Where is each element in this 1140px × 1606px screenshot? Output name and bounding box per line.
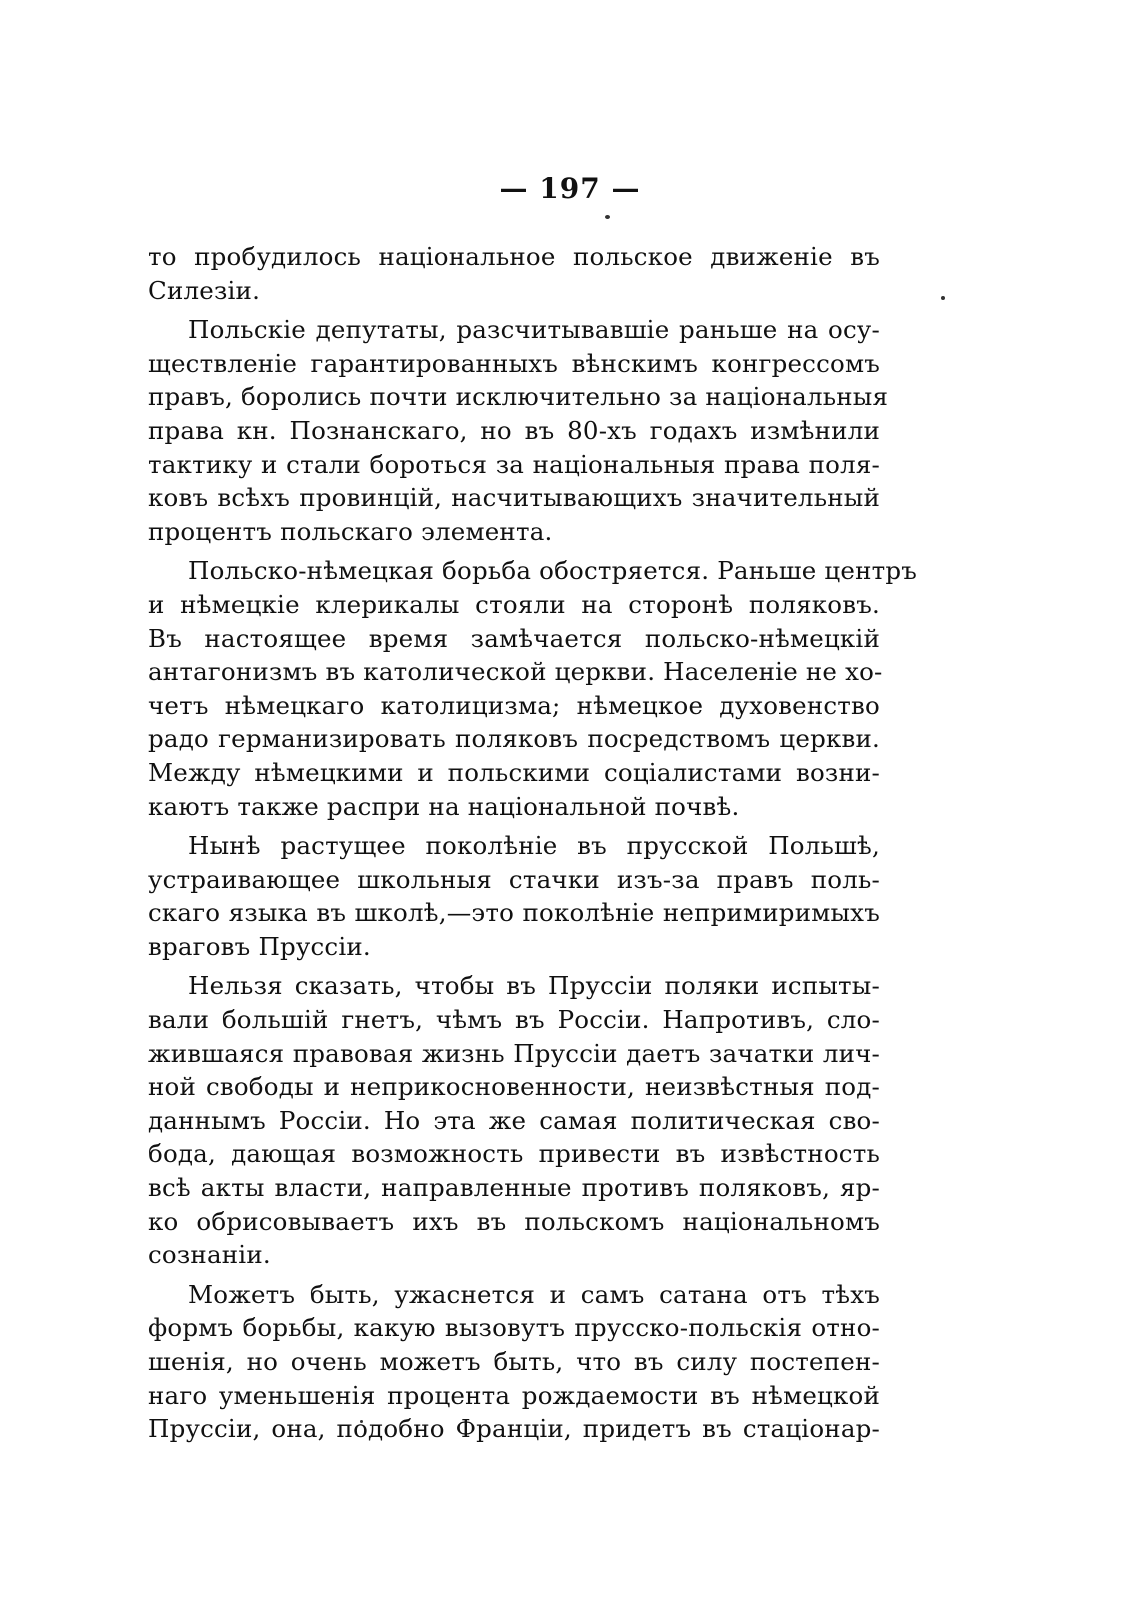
- paragraph: [148, 1278, 880, 1446]
- text-line: четъ нѣмецкаго католицизма; нѣмецкое духовенство: [148, 690, 880, 720]
- text-line: Польско-нѣмецкая борьба обостряется. Раньше центръ: [188, 556, 918, 586]
- paragraph: [148, 969, 880, 1271]
- text-line: ной свободы и неприкосновенности, неизвѣстныя под-: [148, 1072, 880, 1102]
- page-number: — 197 —: [499, 172, 641, 205]
- text-line: Нельзя сказать, чтобы въ Пруссіи поляки испыты-: [188, 971, 880, 1001]
- text-line: враговъ Пруссіи.: [148, 931, 371, 961]
- text-line: всѣ акты власти, направленные противъ поляковъ, яр-: [148, 1173, 880, 1203]
- text-line: Силезіи.: [148, 275, 261, 305]
- text-line: Въ настоящее время замѣчается польско-нѣмецкій: [148, 623, 880, 653]
- text-line: Нынѣ растущее поколѣніе въ прусской Польшѣ,: [188, 831, 880, 861]
- text-line: антагонизмъ въ католической церкви. Населеніе не хо-: [148, 657, 883, 687]
- text-line: наго уменьшенія процента рождаемости въ нѣмецкой: [148, 1380, 880, 1410]
- text-line: устраивающее школьныя стачки изъ-за правъ поль-: [148, 864, 880, 894]
- text-line: жившаяся правовая жизнь Пруссіи даетъ зачатки лич-: [148, 1038, 880, 1068]
- text-line: бода, дающая возможность привести въ извѣстность: [148, 1139, 880, 1169]
- text-line: ществленіе гарантированныхъ вѣнскимъ конгрессомъ: [148, 348, 880, 378]
- text-line: формъ борьбы, какую вызовутъ прусско-польскія отно-: [148, 1313, 880, 1343]
- text-line: Можетъ быть, ужаснется и самъ сатана отъ тѣхъ: [188, 1279, 880, 1309]
- text-line: Польскіе депутаты, разсчитывавшіе раньше на осу-: [188, 315, 880, 345]
- text-line: то пробудилось національное польское движеніе въ: [148, 242, 880, 271]
- text-line: ко обрисовываетъ ихъ въ польскомъ національномъ: [148, 1206, 880, 1236]
- text-line: скаго языка въ школѣ,—это поколѣніе непримиримыхъ: [148, 898, 880, 928]
- text-line: вали большій гнетъ, чѣмъ въ Россіи. Напротивъ, сло-: [148, 1005, 880, 1035]
- text-line: процентъ польскаго элемента.: [148, 516, 553, 546]
- body-text: [148, 240, 918, 1446]
- paragraph: [148, 313, 889, 548]
- text-line: сознаніи.: [148, 1240, 271, 1270]
- text-line: тактику и стали бороться за національныя права поля-: [148, 449, 880, 479]
- paragraph: [148, 554, 918, 823]
- paragraph: [148, 829, 880, 963]
- text-line: шенія, но очень можетъ быть, что въ силу постепен-: [148, 1347, 880, 1376]
- paragraph: [148, 240, 880, 307]
- text-line: и нѣмецкіе клерикалы стояли на сторонѣ поляковъ.: [148, 589, 880, 619]
- text-line: правъ, боролись почти исключительно за національныя: [148, 382, 889, 412]
- text-line: права кн. Познанскаго, но въ 80-хъ годахъ измѣнили: [148, 415, 880, 445]
- text-line: каютъ также распри на національной почвѣ.: [148, 791, 740, 821]
- text-line: ковъ всѣхъ провинцій, насчитывающихъ значительный: [148, 483, 880, 513]
- print-speck: [605, 215, 610, 219]
- text-line: Между нѣмецкими и польскими соціалистами возни-: [148, 757, 880, 787]
- text-line: даннымъ Россіи. Но эта же самая политическая сво-: [148, 1105, 880, 1135]
- print-speck: [941, 296, 945, 300]
- text-line: радо германизировать поляковъ посредствомъ церкви.: [148, 724, 880, 754]
- text-line: Пруссіи, она, подобно Франціи, придетъ въ стаціонар-: [148, 1414, 880, 1444]
